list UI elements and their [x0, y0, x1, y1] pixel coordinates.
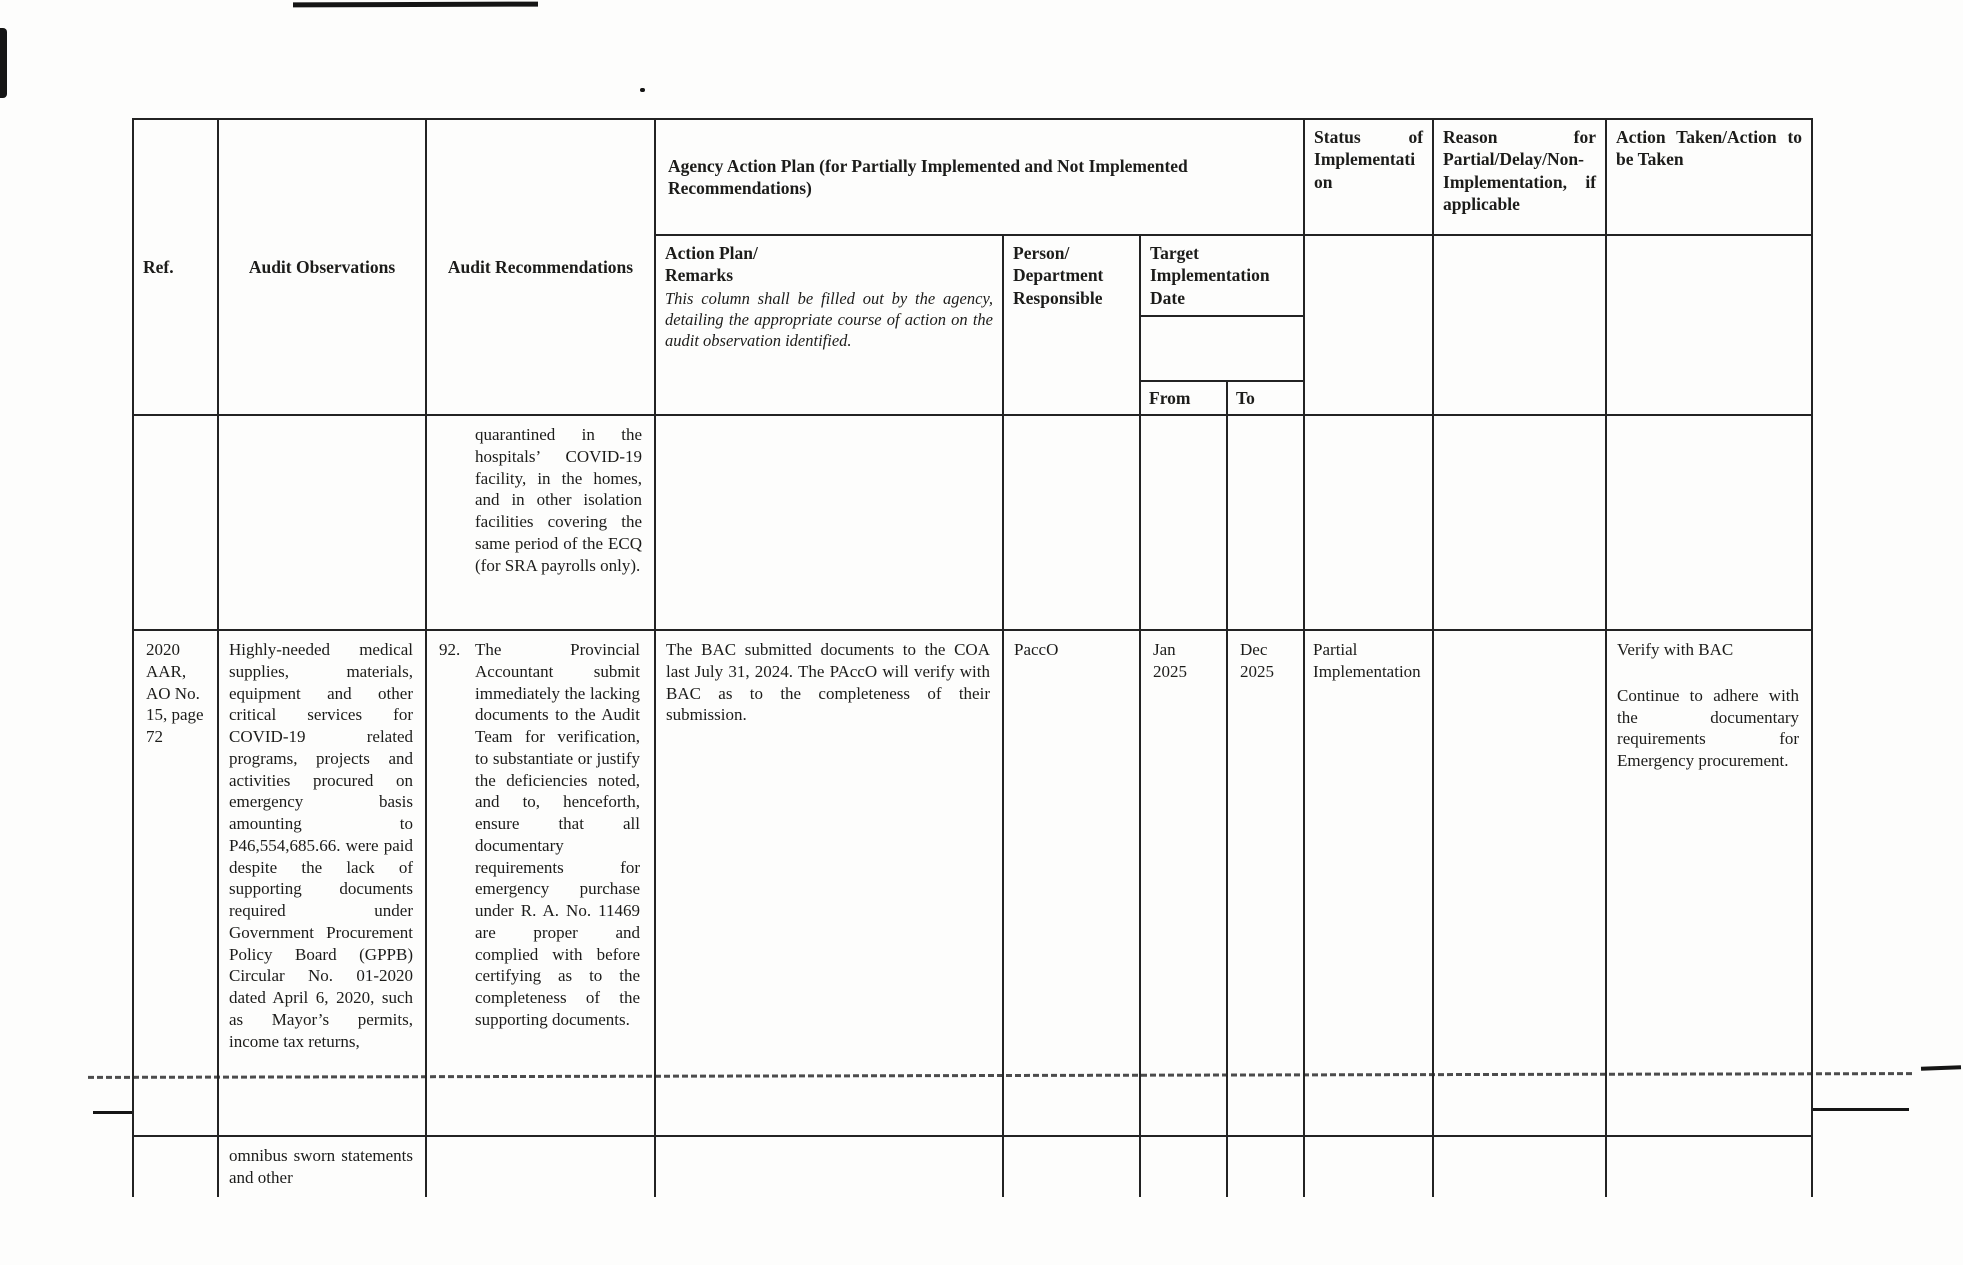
header-to: To	[1227, 381, 1304, 415]
scan-artifact-fold-dash	[1921, 1065, 1961, 1070]
cell-audit-recommendation	[426, 630, 655, 1136]
cell-to-empty	[1227, 1136, 1304, 1197]
cell-action-taken-empty	[1606, 415, 1812, 630]
header-action-plan-title: Action Plan/	[665, 243, 758, 263]
header-action-plan-remarks	[655, 235, 1003, 415]
header-status-of-implementation: Status of Implementation	[1304, 119, 1433, 235]
header-from: From	[1140, 381, 1227, 415]
cell-action-taken-empty	[1606, 1136, 1812, 1197]
cell-ref-empty	[133, 415, 218, 630]
cell-recommendations-continued: quarantined in the hospitals’ COVID-19 facility, in the homes, and in other isolation facilities covering the same period of the ECQ (for SRA payrolls only).	[426, 415, 655, 630]
header-target-implementation-date: Target Implementation Date	[1140, 235, 1304, 316]
header-reason-spacer	[1433, 235, 1606, 415]
header-action-plan-subtitle: Remarks	[665, 265, 734, 286]
cell-from-empty	[1140, 415, 1227, 630]
cell-recommendations-empty	[426, 1136, 655, 1197]
audit-action-plan-table	[132, 118, 1813, 1197]
header-action-plan-note: This column shall be filled out by the agency, detailing the appropriate course of action on the audit observation identified.	[665, 288, 993, 350]
table-row-continuation	[133, 415, 1812, 630]
table-row-observation-92	[133, 630, 1812, 1136]
cell-reason-empty	[1433, 415, 1606, 630]
cell-audit-observation: Highly-needed medical supplies, materials, equipment and other critical services for COVID-19 related programs, projects and activities procured on emergency basis amounting to P46,554,685.66. were paid despite the lack of supporting documents required under Government Procurement Policy Board (GPPB) Circular No. 01-2020 dated April 6, 2020, such as Mayor’s permits, income tax returns,	[218, 630, 426, 1136]
header-audit-recommendations: Audit Recommendations	[426, 119, 655, 415]
cell-to-empty	[1227, 415, 1304, 630]
header-action-taken: Action Taken/Action to be Taken	[1606, 119, 1812, 235]
recommendation-number: 92.	[439, 640, 461, 660]
scan-artifact-rowline-overshoot-left	[93, 1111, 132, 1114]
cell-status-empty	[1304, 415, 1433, 630]
recommendation-text: The Provincial Accountant submit immediately the lacking documents to the Audit Team for verification, to substantiate or justify the deficiencies noted, and to, henceforth, ensure that all documentary requirements for emergency purchase under R. A. No. 11469 are proper and complied with before certifying as to the completeness of the supporting documents.	[475, 640, 640, 1029]
cell-ref-empty	[133, 1136, 218, 1197]
scan-artifact-top-line	[293, 2, 538, 8]
header-agency-action-plan: Agency Action Plan (for Partially Implemented and Not Implemented Recommendations)	[655, 119, 1304, 235]
header-person-department: Person/ Department Responsible	[1003, 235, 1140, 415]
cell-person-empty	[1003, 415, 1140, 630]
header-status-spacer	[1304, 235, 1433, 415]
scan-artifact-rowline-overshoot-right	[1813, 1108, 1909, 1111]
action-taken-second: Continue to adhere with the documentary requirements for Emergency procurement.	[1617, 685, 1800, 771]
cell-action-plan-empty	[655, 415, 1003, 630]
cell-from-empty	[1140, 1136, 1227, 1197]
cell-reason-empty	[1433, 1136, 1606, 1197]
action-taken-first: Verify with BAC	[1617, 640, 1734, 660]
header-ref: Ref.	[133, 119, 218, 415]
header-action-taken-spacer	[1606, 235, 1812, 415]
cell-target-to: Dec 2025	[1227, 630, 1304, 1136]
header-audit-observations: Audit Observations	[218, 119, 426, 415]
cell-person-responsible: PaccO	[1003, 630, 1140, 1136]
cell-status: Partial Implementation	[1304, 630, 1433, 1136]
cell-observations-empty	[218, 415, 426, 630]
cell-target-from: Jan 2025	[1140, 630, 1227, 1136]
cell-person-empty	[1003, 1136, 1140, 1197]
header-reason-for-non-implementation: Reason for Partial/Delay/Non-Implementation, if applicable	[1433, 119, 1606, 235]
cell-action-plan: The BAC submitted documents to the COA last July 31, 2024. The PAccO will verify with BAC as to the completeness of their submission.	[655, 630, 1003, 1136]
cell-ref: 2020 AAR, AO No. 15, page 72	[133, 630, 218, 1136]
scan-artifact-left-edge-mark	[0, 28, 7, 98]
header-target-date-gap	[1140, 316, 1304, 381]
table-row-cutoff	[133, 1136, 1812, 1197]
cell-observations-continued: omnibus sworn statements and other	[218, 1136, 426, 1197]
scan-artifact-dot	[640, 88, 645, 92]
cell-status-empty	[1304, 1136, 1433, 1197]
cell-action-taken	[1606, 630, 1812, 1136]
cell-action-plan-empty	[655, 1136, 1003, 1197]
cell-reason	[1433, 630, 1606, 1136]
